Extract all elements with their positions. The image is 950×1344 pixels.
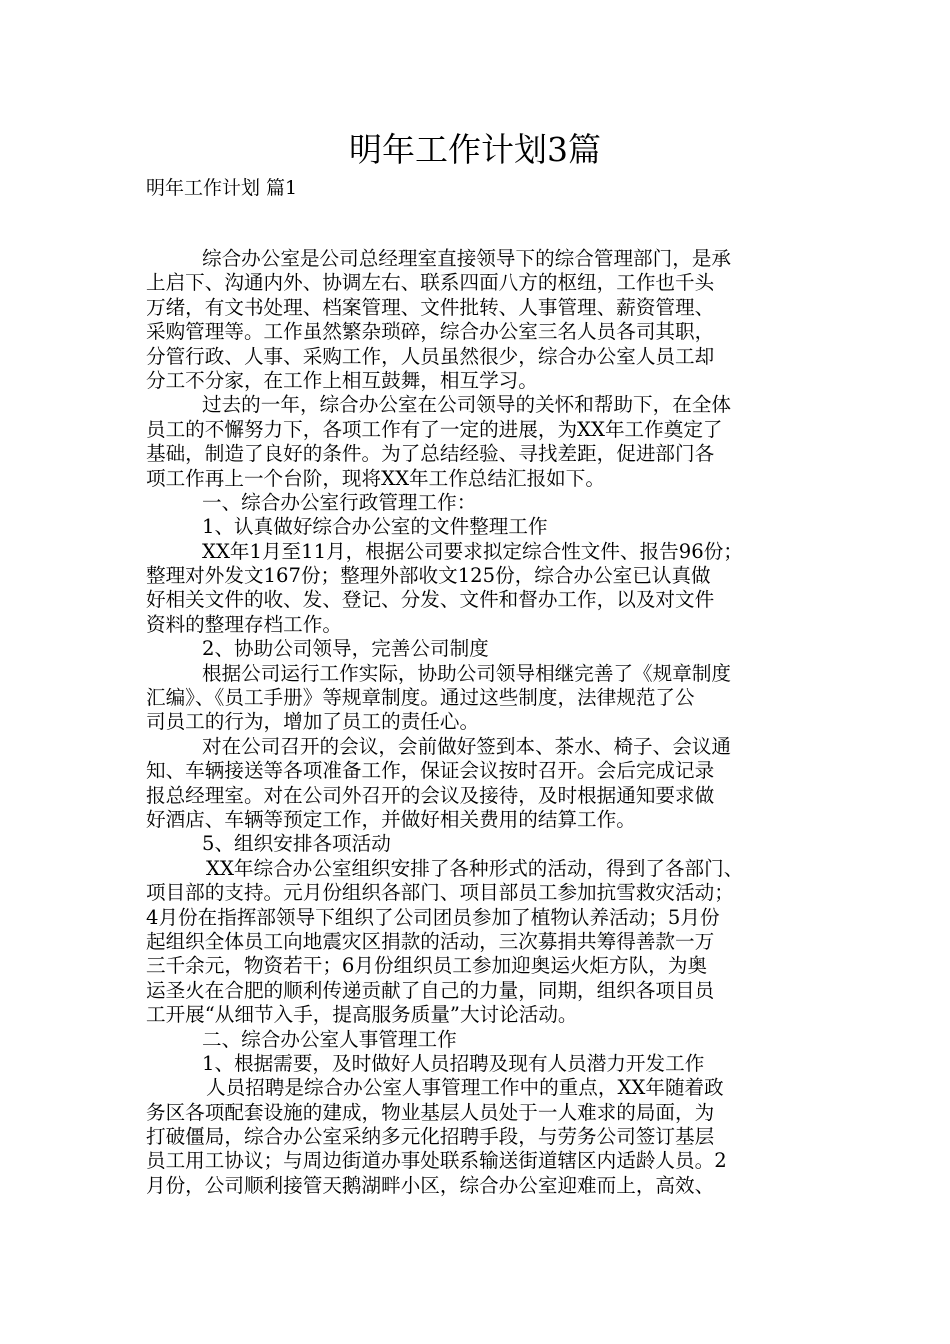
paragraph-line: 人员招聘是综合办公室人事管理工作中的重点，XX年随着政: [206, 1076, 724, 1100]
paragraph-line: 起组织全体员工向地震灾区捐款的活动，三次募捐共筹得善款一万: [146, 929, 715, 953]
paragraph-line: 资料的整理存档工作。: [146, 612, 342, 636]
subsection-heading: 5、组织安排各项活动: [202, 832, 391, 856]
paragraph-line: 综合办公室是公司总经理室直接领导下的综合管理部门，是承: [202, 247, 732, 270]
subsection-heading: 2、协助公司领导，完善公司制度: [202, 637, 489, 661]
paragraph-line: 报总经理室。对在公司外召开的会议及接待，及时根据通知要求做: [146, 783, 715, 807]
paragraph-line: 项工作再上一个台阶，现将XX年工作总结汇报如下。: [146, 466, 605, 490]
paragraph-line: 分工不分家，在工作上相互鼓舞，相互学习。: [146, 368, 538, 392]
paragraph-line: 工开展“从细节入手，提高服务质量”大讨论活动。: [146, 1003, 578, 1027]
paragraph-line: XX年1月至11月，根据公司要求拟定综合性文件、报告96份；: [202, 539, 743, 563]
document-subtitle: 明年工作计划 篇1: [146, 177, 298, 199]
paragraph-line: 打破僵局，综合办公室采纳多元化招聘手段，与劳务公司签订基层: [146, 1125, 715, 1149]
paragraph-line: 4月份在指挥部领导下组织了公司团员参加了植物认养活动；5月份: [146, 905, 720, 929]
paragraph-line: 员工的不懈努力下，各项工作有了一定的进展，为XX年工作奠定了: [146, 417, 723, 441]
paragraph-line: 务区各项配套设施的建成，物业基层人员处于一人难求的局面，为: [146, 1100, 715, 1124]
section-heading: 一、综合办公室行政管理工作：: [202, 490, 477, 514]
paragraph-line: 分管行政、人事、采购工作，人员虽然很少，综合办公室人员工却: [146, 344, 715, 368]
paragraph-line: 三千余元，物资若干；6月份组织员工参加迎奥运火炬方队，为奥: [146, 954, 708, 978]
document-title: 明年工作计划3篇: [349, 130, 601, 169]
document-body: [146, 247, 806, 1198]
paragraph-line: 司员工的行为，增加了员工的责任心。: [146, 710, 480, 734]
paragraph-line: 月份，公司顺利接管天鹅湖畔小区，综合办公室迎难而上，高效、: [146, 1173, 715, 1197]
section-heading: 二、综合办公室人事管理工作: [202, 1027, 457, 1051]
paragraph-line: 基础，制造了良好的条件。为了总结经验、寻找差距，促进部门各: [146, 442, 715, 466]
paragraph-line: 上启下、沟通内外、协调左右、联系四面八方的枢纽，工作也千头: [146, 271, 715, 295]
paragraph-line: 员工用工协议；与周边街道办事处联系输送街道辖区内适龄人员。2: [146, 1149, 727, 1173]
paragraph-line: 知、车辆接送等各项准备工作，保证会议按时召开。会后完成记录: [146, 759, 715, 783]
paragraph-line: 运圣火在合肥的顺利传递贡献了自己的力量，同期，组织各项目员: [146, 978, 715, 1002]
paragraph-line: 根据公司运行工作实际，协助公司领导相继完善了《规章制度: [202, 661, 732, 685]
paragraph-line: 整理对外发文167份；整理外部收文125份，综合办公室已认真做: [146, 564, 711, 588]
paragraph-line: 采购管理等。工作虽然繁杂琐碎，综合办公室三名人员各司其职，: [146, 320, 715, 344]
paragraph-line: 万绪，有文书处理、档案管理、文件批转、人事管理、薪资管理、: [146, 295, 715, 319]
paragraph-line: 项目部的支持。元月份组织各部门、项目部员工参加抗雪救灾活动；: [146, 881, 734, 905]
paragraph-line: XX年综合办公室组织安排了各种形式的活动，得到了各部门、: [206, 856, 744, 880]
paragraph-line: 对在公司召开的会议，会前做好签到本、茶水、椅子、会议通: [202, 734, 732, 758]
paragraph-line: 好酒店、车辆等预定工作，并做好相关费用的结算工作。: [146, 807, 636, 831]
subsection-heading: 1、认真做好综合办公室的文件整理工作: [202, 515, 548, 539]
paragraph-line: 汇编》、《员工手册》等规章制度。通过这些制度，法律规范了公: [146, 686, 695, 710]
paragraph-line: 好相关文件的收、发、登记、分发、文件和督办工作，以及对文件: [146, 588, 715, 612]
paragraph-line: 过去的一年，综合办公室在公司领导的关怀和帮助下，在全体: [202, 393, 732, 417]
subsection-heading: 1、根据需要，及时做好人员招聘及现有人员潜力开发工作: [202, 1051, 705, 1075]
